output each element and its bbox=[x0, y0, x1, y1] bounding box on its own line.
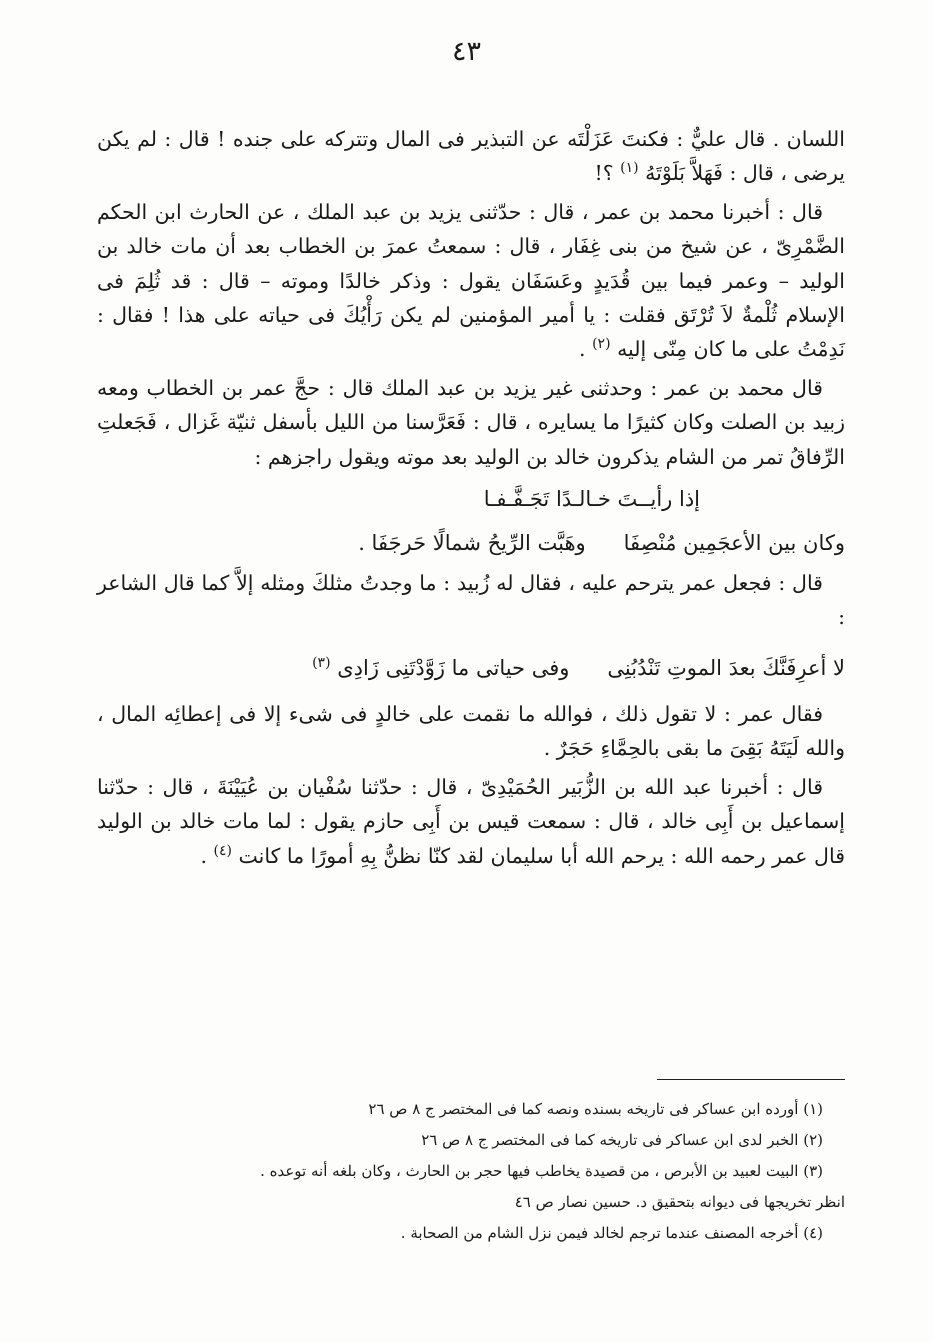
paragraph-6-text: قال : أخبرنا عبد الله بن الزُّبَير الحُمَيْدِىّ ، قال : حدّثنا سُفْيان بن عُيَيْنَةَ ، قال : حدّثنا إسماعيل بن أَبِى خالد ، قال : سمعت قيس بن أَبِى حازم يقول : لما مات خالد بن الوليد قال عمر رحمه الله : يرحم الله أبا سليمان لقد كنّا نظنُّ بِهِ أمورًا ما كانت bbox=[97, 774, 845, 868]
paragraph-2-text: قال : أخبرنا محمد بن عمر ، قال : حدّثنى يزيد بن عبد الملك ، عن الحارث ابن الحكم الضَّمْرِىّ ، عن شيخ من بنى غِفَار ، قال : سمعتُ عمرَ بن الخطاب بعد أن مات خالد بن الوليد – وعمر فيما بين قُدَيدٍ وعَسَفَان يقول : وذكر خالدًا وموته – قال : قد ثُلِمَ فى الإسلام ثُلْمةٌ لاَ تُرْتَق فقلت : يا أمير المؤمنين لم يكن رَأْيُكَ فى حياته على هذا ! فقال : نَدِمْتُ على ما كان مِنّى إليه bbox=[97, 199, 845, 362]
verse-2-second-hemistich: وهَبَّت الرِّيحُ شمالًا حَرجَفَا . bbox=[358, 531, 586, 556]
verse-line-3 bbox=[97, 649, 845, 687]
footnote-ref-1: (١) bbox=[620, 160, 639, 177]
paragraph-1-end: ؟! bbox=[594, 161, 621, 186]
footnote-ref-2: (٢) bbox=[592, 336, 611, 353]
footnote-3-continuation: انظر تخريجها فى ديوانه بتحقيق د. حسين نصار ص ٤٦ bbox=[514, 1193, 845, 1211]
footnotes bbox=[97, 1094, 845, 1249]
main-text bbox=[97, 122, 845, 877]
paragraph-1-text: اللسان . قال عليٌّ : فكنتَ عَزَلْتَه عن التبذير فى المال وتتركه على جنده ! قال : لم يكن يرضى ، قال : فَهَلاَّ بَلَوْتَهُ bbox=[97, 127, 845, 186]
footnote-1: (١) أورده ابن عساكر فى تاريخه بسنده ونصه كما فى المختصر ج ٨ ص ٢٦ bbox=[368, 1100, 823, 1118]
paragraph-1 bbox=[97, 122, 845, 191]
paragraph-3: قال محمد بن عمر : وحدثنى غير يزيد بن عبد الملك قال : حجَّ عمر بن الخطاب ومعه زبيد بن الصلت وكان كثيرًا ما يسايره ، قال : فَعَرَّسنا من الليل بأسفل ثنيّة غَزال ، فَجَعلتِ الرِّفاقُ تمر من الشام يذكرون خالد بن الوليد بعد موته ويقول راجزهم : bbox=[97, 375, 845, 469]
paragraph-2 bbox=[97, 195, 845, 367]
footnote-3: (٣) البيت لعبيد بن الأبرص ، من قصيدة يخاطب فيها حجر بن الحارث ، وكان بلغه أنه توعده . bbox=[260, 1162, 823, 1180]
footnote-separator bbox=[657, 1079, 845, 1080]
footnote-ref-4: (٤) bbox=[213, 842, 233, 859]
verse-3-second-hemistich: وفى حياتى ما زَوَّدْتَنِى زَادِى bbox=[337, 655, 570, 680]
paragraph-5: فقال عمر : لا تقول ذلك ، فوالله ما نقمت على خالدٍ فى شىء إلا فى إعطائِه المال ، والله لَيَتَهُ بَقِىَ ما بقى بالحِمَّاءِ حَجَرٌ . bbox=[97, 701, 845, 761]
paragraph-4: قال : فجعل عمر يترحم عليه ، فقال له زُبيد : ما وجدتُ مثلكَ ومثله إلاَّ كما قال الشاعر : bbox=[97, 571, 845, 630]
footnote-4: (٤) أخرجه المصنف عندما ترجم لخالد فيمن نزل الشام من الصحابة . bbox=[400, 1224, 823, 1242]
verse-line-1: إذا رأيــتَ خـالـدًا تَجَـفَّـفـا bbox=[483, 487, 700, 512]
verse-3-first-hemistich: لا أعرِفَنَّكَ بعدَ الموتِ تَنْدُبُنِى bbox=[607, 655, 845, 680]
footnote-ref-3: (٣) bbox=[312, 654, 331, 671]
verse-2-first-hemistich: وكان بين الأعجَمِين مُنْصِفَا bbox=[623, 531, 845, 556]
verse-line-2 bbox=[97, 524, 845, 562]
paragraph-6 bbox=[97, 770, 845, 873]
paragraph-2-end: . bbox=[579, 337, 593, 362]
page-number: ٤٣ bbox=[451, 36, 481, 67]
footnote-2: (٢) الخبر لدى ابن عساكر فى تاريخه كما فى المختصر ج ٨ ص ٢٦ bbox=[421, 1131, 823, 1149]
paragraph-6-end: . bbox=[200, 843, 214, 868]
